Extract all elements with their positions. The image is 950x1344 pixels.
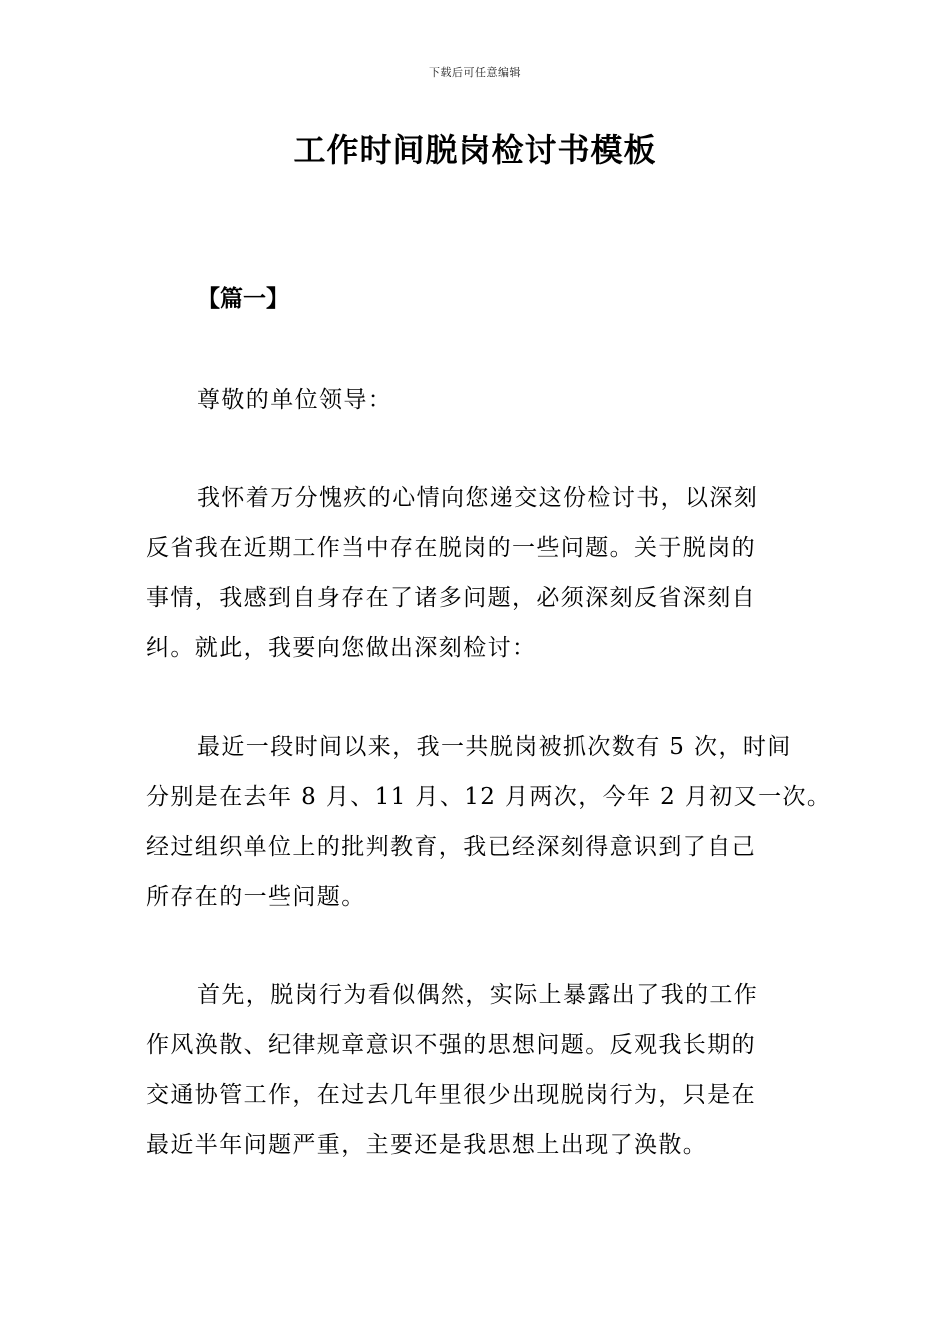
header-note: 下载后可任意编辑 <box>429 66 521 79</box>
paragraph-line: 经过组织单位上的批判教育，我已经深刻得意识到了自己 <box>146 834 756 860</box>
salutation-text: 尊敬的单位领导： <box>197 387 393 413</box>
paragraph-line: 交通协管工作，在过去几年里很少出现脱岗行为，只是在 <box>146 1082 756 1108</box>
section-label: 【篇一】 <box>197 286 289 312</box>
paragraph-line: 所存在的一些问题。 <box>146 884 366 910</box>
paragraph-line: 分别是在去年 8 月、11 月、12 月两次，今年 2 月初又一次。 <box>146 784 832 810</box>
paragraph-line: 作风涣散、纪律规章意识不强的思想问题。反观我长期的 <box>146 1032 756 1058</box>
paragraph-line: 最近半年问题严重，主要还是我思想上出现了涣散。 <box>146 1132 708 1158</box>
paragraph-line: 最近一段时间以来，我一共脱岗被抓次数有 5 次，时间 <box>197 734 792 760</box>
paragraph-line: 反省我在近期工作当中存在脱岗的一些问题。关于脱岗的 <box>146 535 756 561</box>
paragraph-line: 纠。就此，我要向您做出深刻检讨： <box>146 635 537 661</box>
paragraph-1 <box>146 473 836 673</box>
paragraph-3 <box>146 970 836 1170</box>
salutation <box>146 375 836 425</box>
paragraph-line: 我怀着万分愧疚的心情向您递交这份检讨书，以深刻 <box>197 485 759 511</box>
paragraph-line: 事情，我感到自身存在了诸多问题，必须深刻反省深刻自 <box>146 585 756 611</box>
paragraph-line: 首先，脱岗行为看似偶然，实际上暴露出了我的工作 <box>197 982 759 1008</box>
page-title: 工作时间脱岗检讨书模板 <box>293 131 657 169</box>
paragraph-2 <box>146 722 836 922</box>
